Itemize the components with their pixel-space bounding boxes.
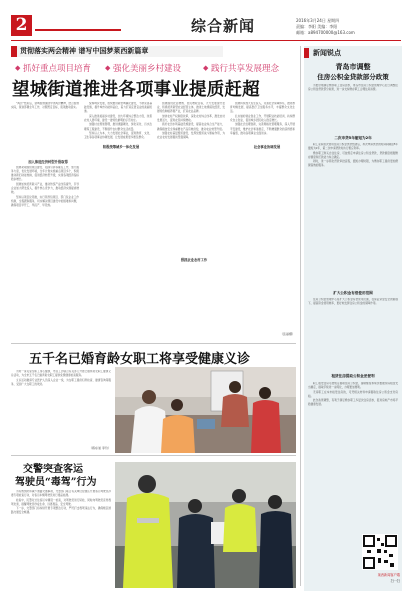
traffic-headline-1: 交警突查客运 bbox=[23, 464, 83, 475]
story2-subhead: 扩大公积金有偿使用范围 bbox=[333, 291, 373, 295]
date-line: 2016年3月24日 星期四 bbox=[296, 18, 340, 23]
lead-subhead-1: 加入推进经济转型升级取得 bbox=[28, 160, 68, 164]
medical-checkup-photo bbox=[115, 367, 296, 453]
bullet-icon: ◆ bbox=[15, 64, 21, 72]
qr-caption: 扫一扫 bbox=[390, 579, 400, 583]
editor-line: 责编：李阳 美编：李阳 bbox=[296, 24, 338, 29]
lead-subhead-3: 狠抓农业农村工作 bbox=[159, 257, 229, 262]
feature-headline: 五千名已婚育龄女职工将享受健康义诊 bbox=[29, 352, 251, 367]
bullet-icon: ◆ bbox=[105, 64, 111, 72]
lead-story bbox=[11, 46, 295, 341]
header-divider bbox=[11, 40, 401, 41]
lead-subhead-4: 社会事业协调发展 bbox=[232, 144, 302, 149]
feature-body: 为进一步关爱女职工身心健康，市总工会联合有关部门开展已婚育龄女职工健康义诊活动，为全市五千名已婚育龄女职工提供免费健康检查服务。 义诊活动邀请专业医护人员深入企业一线，为女职工提供妇科检查、健康咨询等服务，受到广大女职工的欢迎。 bbox=[11, 370, 111, 386]
feature-byline: （蒋东旭 李玲） bbox=[89, 446, 111, 450]
lead-kicker: 贯彻落实两会精神 谱写中国梦莱西新篇章 bbox=[20, 47, 149, 55]
traffic-body: 为有效预防和减少道路交通事故，交警部门联合有关单位在辖区开展客运驾驶员涉毒专项检查行动，对客运车辆驾驶员进行毒品检测。 检查中，民警对过往客运车辆逐一检查，对驾驶员进行尿检，同时向驾驶员宣传毒驾危害，提醒驾驶员珍爱生命、远离毒品、安全驾驶。 下一步，交警部门将持续开展专项整治行动，严厉打击毒驾违法行为，确保辖区道路交通安全畅通。 bbox=[11, 490, 111, 515]
story1-body: 为更好地满足缴存职工住房需求，青岛市住房公积金管理中心近日调整住房公积金贷款部分政策，进一步支持缴存职工合理住房消费。 bbox=[308, 84, 398, 92]
sidebar bbox=[304, 46, 402, 591]
header-stripe bbox=[35, 29, 121, 31]
section-divider bbox=[11, 343, 296, 344]
qr-label: 莱西新闻客户端 bbox=[377, 573, 400, 577]
police-inspection-photo bbox=[115, 462, 296, 588]
story1-body2: 职工家庭首次使用住房公积金贷款结清后，再次申请贷款的时间间隔由5年缩短为2年，第二次申请贷款时执行相应利率。 缴存职工购买自住住房，可按规定申请住房公积金贷款，贷款额度根据缴存额度和还款能力综合确定。 同时，进一步简化贷款审批流程，缩短办理时限，为缴存职工提供更加便捷高效的服务。 bbox=[308, 143, 398, 168]
police-inspection-photo-art bbox=[115, 462, 296, 588]
story2-body: 住房公积金管理中心将扩大公积金有偿使用范围，在保证资金安全的前提下，提高资金使用效率，更好地发挥住房公积金的保障作用。 bbox=[308, 298, 398, 306]
medical-checkup-photo-art bbox=[115, 367, 296, 453]
lead-body-col1b: 街道紧紧围绕项目建设、招商引资等重点工作，加大服务力度，优化发展环境，全年计划实施重点项目多个，积极推动新旧动能转换，促进经济转型升级，实现各项经济指标稳步增长。 街道加快培育新兴产业，推动传统产业改造提升，引导企业加大研发投入，提升核心竞争力，推动经济实现提质增效。 坚持以项目论英雄，实行领导包项目、部门包企业工作机制，全程跟踪服务，切实解决项目建设中的困难和问题，确保项目早开工、早投产、早见效。 bbox=[11, 166, 79, 207]
slogan-1: 抓好重点项目培育 bbox=[23, 64, 92, 74]
lead-subhead-2: 积极统筹城乡一体化发展 bbox=[86, 144, 156, 149]
feature-story bbox=[11, 346, 296, 452]
slogan-3: 践行共享发展理念 bbox=[211, 64, 280, 74]
qr-code-icon bbox=[362, 534, 398, 570]
column-divider bbox=[300, 46, 301, 586]
story3-body: 职工租赁住房可按规定提取住房公积金，提取额度和频次根据实际租金支出确定，提取手续进一步简化，办理更加便利。 无房职工在本市租赁住房的，可凭相关材料申请提取住房公积金支付房租。 此次政策调整，有利于满足缴存职工多层次住房需求，促进房地产市场平稳健康发展。 bbox=[308, 382, 398, 407]
qr-block[interactable] bbox=[350, 534, 400, 586]
lead-body-col3: 街道围绕农业增效、农民增收目标，大力发展现代农业，积极培育新型农业经营主体，推进土地规模化经营，发展特色种植养殖产业，打造农业品牌。 加快农村产权制度改革，深化农村综合改革，激发农村发展活力，促进农民持续增收。 抓好农田水利基础设施建设，提高农业综合生产能力，确保粮食安全和重要农产品有效供给，推动农业转型升级。 加强农村基层组织建设，发挥党组织战斗堡垒作用，为农业农村发展提供坚强保障。 bbox=[157, 102, 225, 140]
page-number: 2 bbox=[15, 15, 28, 35]
section-title: 综合新闻 bbox=[191, 17, 256, 35]
bullet-icon: ◆ bbox=[203, 64, 209, 72]
story3-subhead: 租赁住房提取公积金更便利 bbox=[331, 374, 375, 378]
sidebar-column-title: 新闻锐点 bbox=[313, 49, 341, 57]
lead-body-col4: 街道持续加大民生投入，完善社会保障体系，推进教育均衡发展，提高医疗卫生服务水平，丰富群众文化生活。 扎实做好就业创业工作，开展职业技能培训，扶持群众自主创业，促进城乡居民收入稳定增长。 加强社会治理创新，完善网格化管理服务，深入开展平安建设，维护社会和谐稳定，不断增强群众的获得感和幸福感，推动各项事业全面进步。 bbox=[230, 102, 295, 135]
lead-body-col2: 统筹城乡发展，加快推进新型城镇化建设，不断完善基础设施，提升城市功能和品位，着力打造宜居宜业的美丽街道。 深入推进美丽乡村建设，加大环境综合整治力度，改善农村人居环境，建设一批特色鲜明的示范村庄。 加强村庄规划管理，推进道路硬化、绿化亮化、污水治理等工程建设，不断提升农村群众生活质量。 坚持以人为本，大力发展社会事业，促进教育、文化、卫生等各项事业协调发展，让发展成果更多惠及群众。 bbox=[84, 102, 152, 140]
email-line: 邮箱：a894700000@163.com bbox=[296, 30, 355, 35]
slogan-row bbox=[15, 62, 291, 74]
lead-byline: （张丽娜） bbox=[279, 332, 295, 336]
lead-body-col1: “两会”结束后，望城街道围绕中央两会精神，结合街道实际，谋划部署全年工作，对照既定目标，逐项推动落实。 bbox=[11, 102, 79, 110]
story1-headline-1: 青岛市调整 bbox=[335, 63, 371, 71]
section-divider bbox=[11, 455, 296, 456]
traffic-headline-2: 驾驶员“毒驾”行为 bbox=[15, 477, 97, 488]
slogan-2: 强化美丽乡村建设 bbox=[113, 64, 182, 74]
story1-headline-2: 住房公积金贷款部分政策 bbox=[317, 73, 389, 81]
page-header bbox=[11, 15, 401, 45]
traffic-story bbox=[11, 458, 296, 588]
lead-headline: 望城街道推进各项事业提质赶超 bbox=[12, 80, 260, 100]
story1-subhead: 二次申贷5年缩短为2年 bbox=[334, 136, 372, 140]
